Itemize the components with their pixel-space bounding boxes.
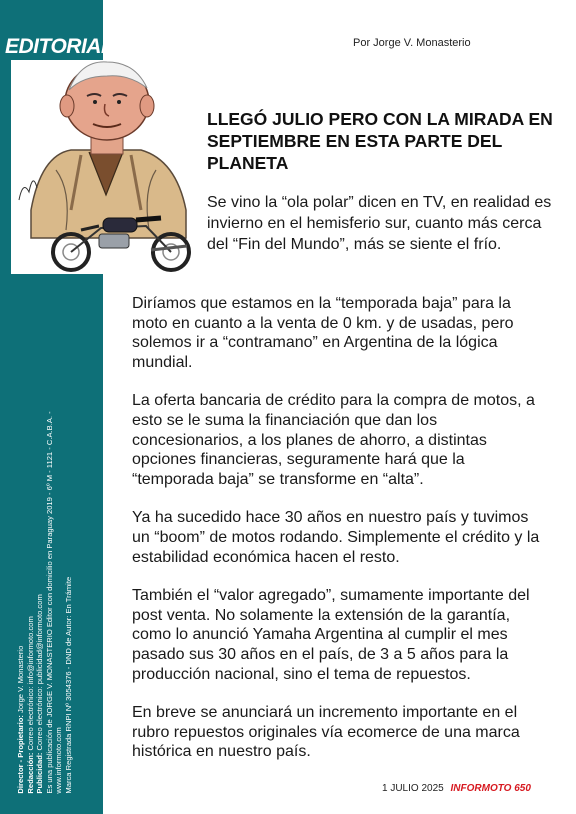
lead-paragraph: Se vino la “ola polar” dicen en TV, en realidad es invierno en el hemisferio sur, cuanto más cerca del “Fin del Mundo”, más se siente el frío.: [207, 194, 552, 253]
credit-line: Marca Registrada RNPI Nº 3054376 - DND de Autor: En Trámite: [63, 577, 73, 794]
credit-line: Publicidad: Correo electrónico: publicidad@informoto.com: [35, 594, 45, 794]
byline: Por Jorge V. Monasterio: [353, 37, 471, 49]
credit-line: Redacción: Correo electrónico: info@informoto.com: [25, 616, 35, 794]
paragraph: En breve se anunciará un incremento importante en el rubro repuestos originales vía ecomerce de una marca histórica en nuestro país.: [132, 704, 520, 761]
publication-name: INFORMOTO 650: [450, 783, 531, 794]
credit-line: www.informoto.com: [54, 727, 64, 794]
page-footer: [382, 783, 531, 794]
paragraph: También el “valor agregado”, sumamente importante del post venta. No solamente la extensión de la garantía, como lo anunció Yamaha Argentina al cumplir el mes pasado sus 30 años en el país, de 3 a 5 años para la producción nacional, sino el tema de repuestos.: [132, 587, 530, 683]
credit-line: Es una publicación de JORGE V. MONASTERIO Editor con domicilio en Paraguay 2019 - 6º M - 1121 - C.A.B.A. -: [44, 411, 54, 794]
headline: LLEGÓ JULIO PERO CON LA MIRADA EN SEPTIEMBRE EN ESTA PARTE DEL PLANETA: [207, 109, 553, 173]
paragraph: Diríamos que estamos en la “temporada baja” para la moto en cuanto a la venta de 0 km. y de usadas, pero solemos ir a “contramano” en Argentina de la lógica mundial.: [132, 295, 514, 371]
paragraph: La oferta bancaria de crédito para la compra de motos, a esto se le suma la financiación que dan los concesionarios, a los planes de ahorro, a distintas opciones financieras, seguramente hará que la “temporada baja” se transforme en “alta”.: [132, 392, 535, 488]
paragraph: Ya ha sucedido hace 30 años en nuestro país y tuvimos un “boom” de motos rodando. Simplemente el crédito y la estabilidad económica hacen el resto.: [132, 509, 540, 566]
article-body: [132, 294, 547, 781]
issue-date: 1 JULIO 2025: [382, 783, 444, 794]
section-title: EDITORIAL: [5, 35, 114, 58]
credit-line: Director - Propietario: Jorge V. Monasterio: [16, 646, 25, 794]
author-caricature-illustration: [11, 60, 197, 274]
